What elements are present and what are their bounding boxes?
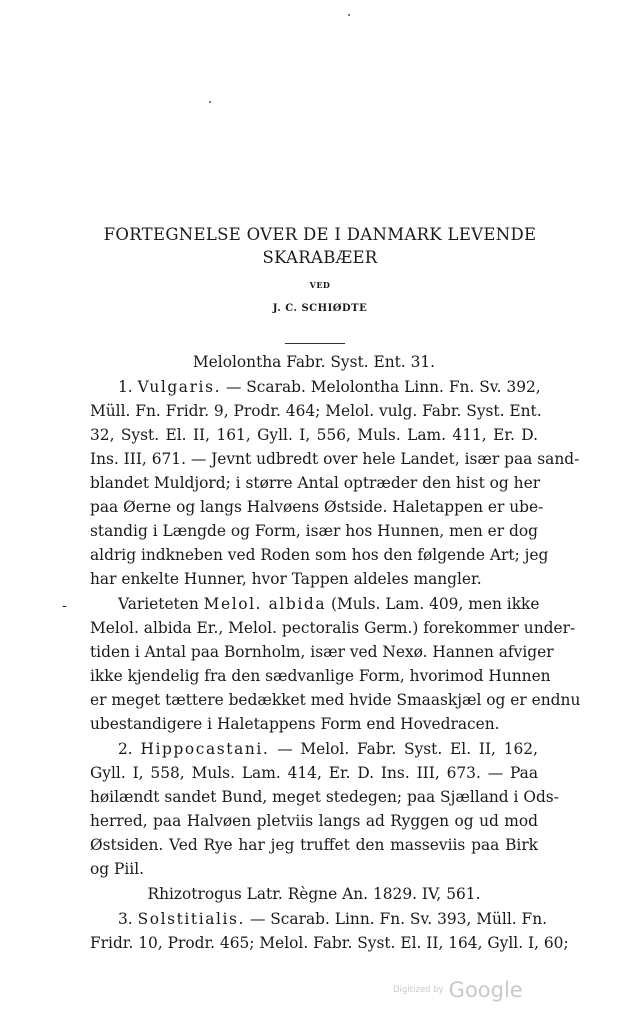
digitized-by-watermark — [393, 978, 523, 1002]
text-line: Fridr. 10, Prodr. 465; Melol. Fabr. Syst. El. II, 164, Gyll. I, 60; — [90, 934, 569, 952]
text-line: er meget tættere bedækket med hvide Smaaskjæl og er endnu — [90, 691, 581, 709]
text-line: Müll. Fn. Fridr. 9, Prodr. 464; Melol. vulg. Fabr. Syst. Ent. — [90, 402, 542, 420]
text-line: 32, Syst. El. II, 161, Gyll. I, 556, Muls. Lam. 411, Er. D. — [90, 426, 538, 444]
text-line: aldrig indkneben ved Roden som hos den følgende Art; jeg — [90, 546, 549, 564]
page-title-line-1: FORTEGNELSE OVER DE I DANMARK LEVENDE — [103, 225, 537, 244]
entry-vulgaris-line-1: 1. Vulgaris. — Scarab. Melolontha Linn. Fn. Sv. 392, — [118, 378, 541, 396]
text-line: Østsiden. Ved Rye har jeg truffet den masseviis paa Birk — [90, 836, 538, 854]
text-line: blandet Muldjord; i større Antal optræder den hist og her — [90, 474, 541, 492]
margin-mark: - — [62, 598, 67, 614]
text-line: tiden i Antal paa Bornholm, især ved Nexø. Hannen afviger — [90, 643, 554, 661]
text-line: paa Øerne og langs Halvøens Østside. Haletappen er ube- — [90, 498, 544, 516]
entry-solstitialis-line-1: 3. Solstitialis. — Scarab. Linn. Fn. Sv. 393, Müll. Fn. — [118, 910, 548, 928]
species-name-vulgaris: Vulgaris. — [137, 378, 222, 396]
text-line: Ins. III, 671. — Jevnt udbredt over hele Landet, især paa sand- — [90, 450, 580, 468]
scan-speck — [209, 101, 211, 103]
watermark-prefix: Digitized by — [393, 985, 444, 995]
byline: VED — [309, 280, 331, 290]
species-name-hippocastani: Hippocastani. — [140, 740, 270, 758]
entry-hippocastani-line-1: 2. Hippocastani. — Melol. Fabr. Syst. El. II, 162, — [118, 740, 538, 758]
watermark-brand: Google — [448, 978, 523, 1002]
text-line: Gyll. I, 558, Muls. Lam. 414, Er. D. Ins. III, 673. — Paa — [90, 764, 538, 782]
text-line: standig i Længde og Form, især hos Hunnen, men er dog — [90, 522, 538, 540]
text-line: og Piil. — [90, 860, 145, 878]
text-line: ikke kjendelig fra den sædvanlige Form, hvorimod Hunnen — [90, 667, 551, 685]
text-line: høilændt sandet Bund, meget stedegen; paa Sjælland i Ods- — [90, 788, 559, 806]
entry-albida-line-1: Varieteten Melol. albida (Muls. Lam. 409, men ikke — [118, 595, 540, 613]
species-name-solstitialis: Solstitialis. — [137, 910, 246, 928]
scan-speck — [348, 14, 350, 16]
genus-heading-rhizotrogus: Rhizotrogus Latr. Règne An. 1829. IV, 561. — [147, 885, 481, 903]
genus-heading-melolontha: Melolontha Fabr. Syst. Ent. 31. — [192, 353, 436, 371]
text-line: Melol. albida Er., Melol. pectoralis Germ.) forekommer under- — [90, 619, 576, 637]
variety-name-albida: Melol. albida — [203, 595, 327, 613]
text-line: herred, paa Halvøen pletviis langs ad Ryggen og ud mod — [90, 812, 538, 830]
page-title-line-2: SKARABÆER — [262, 248, 378, 267]
text-line: ubestandigere i Haletappens Form end Hovedracen. — [90, 715, 500, 733]
author-name: J. C. SCHIØDTE — [272, 303, 368, 314]
divider-rule — [285, 343, 345, 344]
text-line: har enkelte Hunner, hvor Tappen aldeles mangler. — [90, 570, 482, 588]
